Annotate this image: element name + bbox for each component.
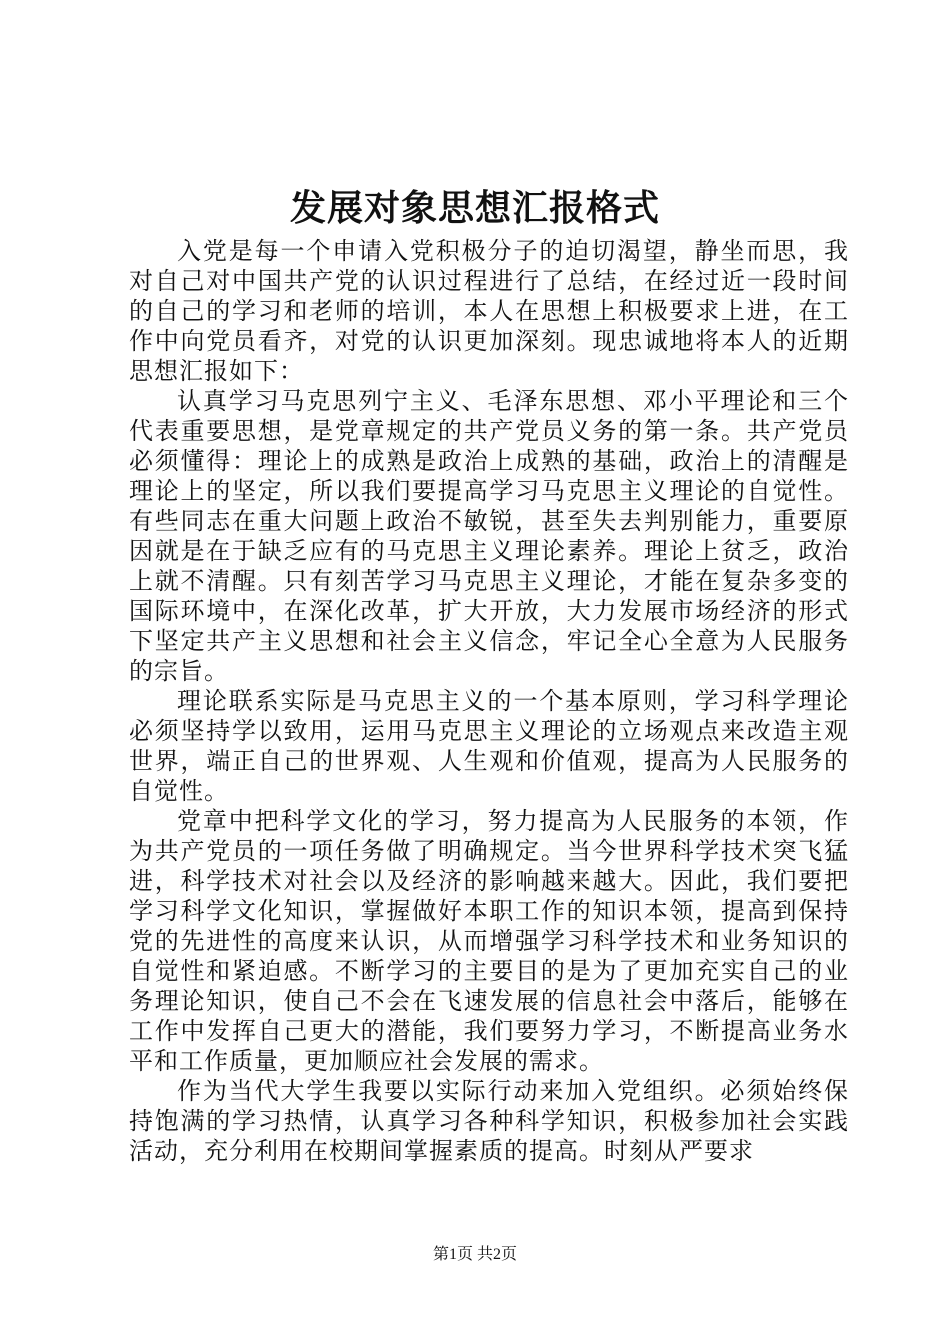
page-footer: 第1页 共2页 xyxy=(432,1246,517,1263)
paragraph: 理论联系实际是马克思主义的一个基本原则，学习科学理论必须坚持学以致用，运用马克思主义理论的立场观点来改造主观世界，端正自己的世界观、人生观和价值观，提高为人民服务的自觉性。 xyxy=(129,687,849,805)
paragraph: 党章中把科学文化的学习，努力提高为人民服务的本领，作为共产党员的一项任务做了明确规定。当今世界科学技术突飞猛进，科学技术对社会以及经济的影响越来越大。因此，我们要把学习科学文化知识，掌握做好本职工作的知识本领，提高到保持党的先进性的高度来认识，从而增强学习科学技术和业务知识的自觉性和紧迫感。不断学习的主要目的是为了更加充实自己的业务理论知识，使自己不会在飞速发展的信息社会中落后，能够在工作中发挥自己更大的潜能，我们要努力学习，不断提高业务水平和工作质量，更加顺应社会发展的需求。 xyxy=(129,807,849,1075)
document-body xyxy=(129,236,849,1166)
paragraph: 作为当代大学生我要以实际行动来加入党组织。必须始终保持饱满的学习热情，认真学习各种科学知识，积极参加社会实践活动，充分利用在校期间掌握素质的提高。时刻从严要求 xyxy=(129,1077,849,1165)
paragraph: 认真学习马克思列宁主义、毛泽东思想、邓小平理论和三个代表重要思想，是党章规定的共产党员义务的第一条。共产党员必须懂得：理论上的成熟是政治上成熟的基础，政治上的清醒是理论上的坚定，所以我们要提高学习马克思主义理论的自觉性。有些同志在重大问题上政治不敏锐，甚至失去判别能力，重要原因就是在于缺乏应有的马克思主义理论素养。理论上贫乏，政治上就不清醒。只有刻苦学习马克思主义理论，才能在复杂多变的国际环境中，在深化改革，扩大开放，大力发展市场经济的形式下坚定共产主义思想和社会主义信念，牢记全心全意为人民服务的宗旨。 xyxy=(129,387,849,685)
document-title: 发展对象思想汇报格式 xyxy=(289,187,660,229)
paragraph: 入党是每一个申请入党积极分子的迫切渴望，静坐而思，我对自己对中国共产党的认识过程进行了总结，在经过近一段时间的自己的学习和老师的培训，本人在思想上积极要求上进，在工作中向党员看齐，对党的认识更加深刻。现忠诚地将本人的近期思想汇报如下： xyxy=(129,237,849,385)
